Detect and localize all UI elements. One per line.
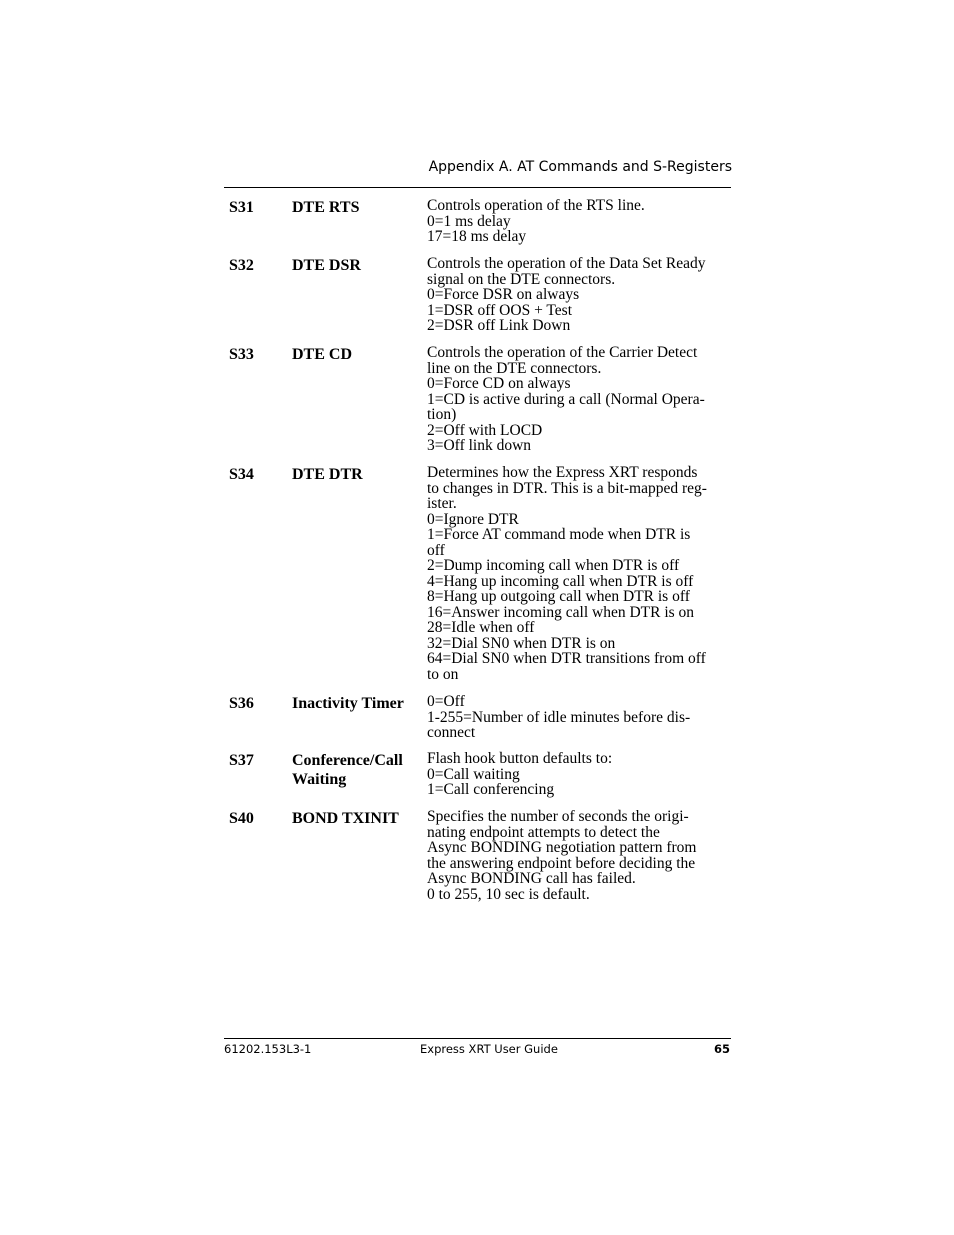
description-line: 28=Idle when off (427, 619, 535, 636)
description-line: 0=1 ms delay (427, 212, 511, 230)
description-line: 0=Force CD on always (427, 375, 571, 392)
description-line: 3=Off link down (427, 437, 532, 454)
description-line: 0=Off (427, 693, 465, 710)
description-line: 4=Hang up incoming call when DTR is off (427, 572, 694, 590)
running-header: Appendix A. AT Commands and S-Registers (428, 159, 732, 175)
page-number: 65 (713, 1042, 730, 1056)
register-code: S37 (229, 752, 254, 769)
register-code: S33 (229, 346, 254, 363)
register-description (427, 345, 737, 454)
document-number: 61202.153L3-1 (224, 1042, 312, 1056)
register-description (427, 809, 737, 902)
description-line: 2=Dump incoming call when DTR is off (427, 557, 680, 574)
register-code: S36 (229, 695, 254, 712)
register-description (427, 751, 737, 798)
register-name: DTE RTS (292, 199, 360, 216)
register-name: BOND TXINIT (292, 810, 399, 827)
description-line: 0=Force DSR on always (427, 286, 580, 303)
description-line: off (427, 541, 445, 559)
description-line: 1=CD is active during a call (Normal Opera- (427, 390, 705, 408)
guide-title: Express XRT User Guide (420, 1042, 558, 1056)
description-line: 8=Hang up outgoing call when DTR is off (427, 588, 690, 605)
description-line: 1-255=Number of idle minutes before dis- (427, 708, 691, 726)
register-description (427, 694, 737, 741)
description-line: 1=Force AT command mode when DTR is (427, 526, 691, 543)
description-line: ister. (427, 495, 457, 512)
register-name: Conference/Call Waiting (292, 752, 403, 788)
description-line: Determines how the Express XRT responds (427, 464, 698, 481)
description-line: connect (427, 724, 476, 741)
register-description (427, 465, 737, 682)
description-line: 0=Ignore DTR (427, 510, 519, 528)
description-line: Flash hook button defaults to: (427, 750, 613, 767)
description-line: Controls operation of the RTS line. (427, 197, 645, 214)
description-line: nating endpoint attempts to detect the (427, 823, 660, 841)
description-line: 16=Answer incoming call when DTR is on (427, 603, 695, 621)
description-line: to changes in DTR. This is a bit-mapped reg- (427, 479, 707, 497)
register-code: S34 (229, 466, 254, 483)
register-description (427, 198, 737, 245)
register-name: DTE DTR (292, 466, 363, 483)
description-line: line on the DTE connectors. (427, 359, 602, 377)
description-line: Controls the operation of the Carrier Detect (427, 344, 698, 361)
description-line: Async BONDING negotiation pattern from (427, 839, 697, 856)
description-line: 17=18 ms delay (427, 228, 527, 245)
description-line: 2=DSR off Link Down (427, 317, 571, 334)
description-line: 1=DSR off OOS + Test (427, 301, 573, 319)
description-line: 0 to 255, 10 sec is default. (427, 885, 590, 903)
description-line: 32=Dial SN0 when DTR is on (427, 634, 616, 652)
description-line: Async BONDING call has failed. (427, 870, 636, 887)
header-divider (224, 187, 731, 188)
register-name: DTE DSR (292, 257, 361, 274)
description-line: 64=Dial SN0 when DTR transitions from off (427, 650, 706, 667)
description-line: Specifies the number of seconds the origi- (427, 808, 689, 825)
description-line: 2=Off with LOCD (427, 421, 543, 439)
footer-divider (224, 1038, 731, 1039)
register-code: S31 (229, 199, 254, 216)
register-name: Inactivity Timer (292, 695, 404, 712)
register-code: S40 (229, 810, 254, 827)
register-code: S32 (229, 257, 254, 274)
description-line: 1=Call conferencing (427, 781, 555, 798)
description-line: Controls the operation of the Data Set Ready (427, 255, 706, 272)
description-line: 0=Call waiting (427, 765, 520, 783)
register-description (427, 256, 737, 334)
description-line: signal on the DTE connectors. (427, 270, 616, 288)
description-line: tion) (427, 406, 457, 423)
description-line: to on (427, 665, 459, 683)
register-name: DTE CD (292, 346, 353, 363)
description-line: the answering endpoint before deciding the (427, 854, 696, 872)
